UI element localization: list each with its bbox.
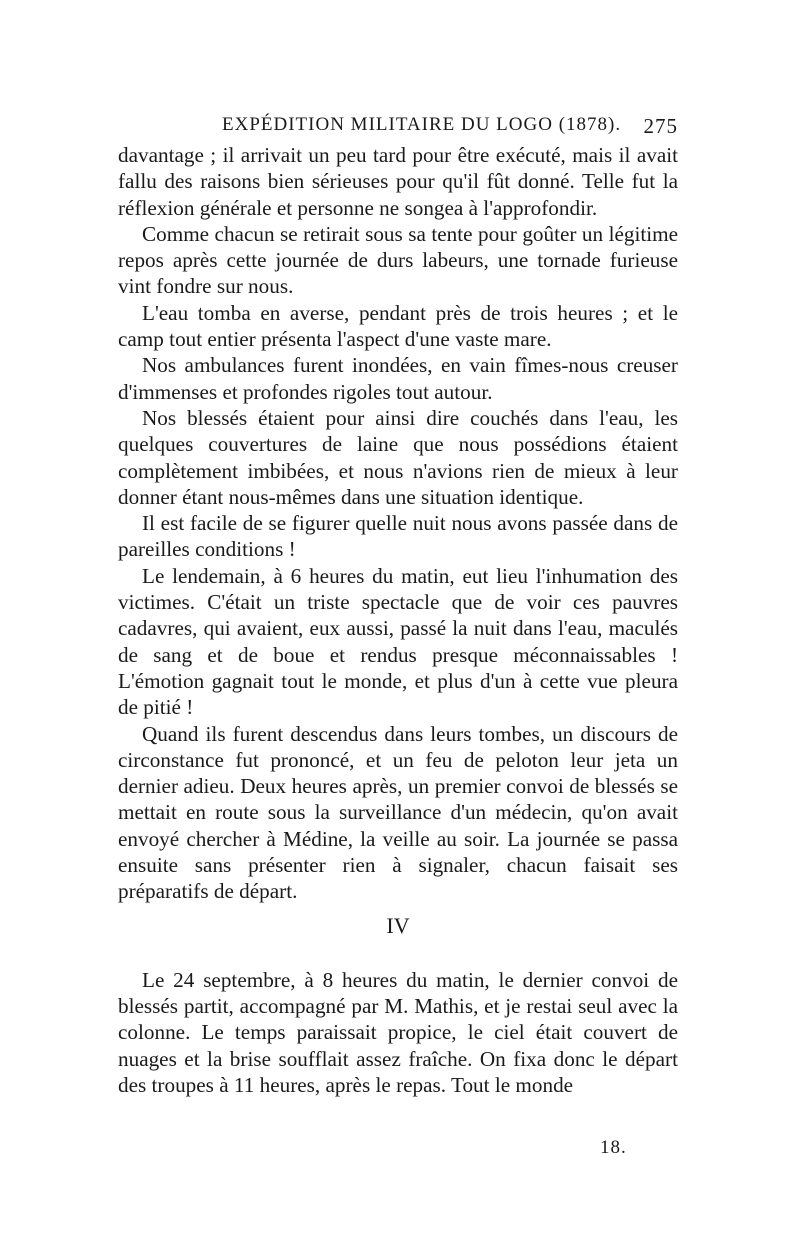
paragraph-4: Nos ambulances furent inondées, en vain fîmes-nous creuser d'immenses et profondes rigoles tout autour. — [118, 353, 678, 404]
paragraph-3: L'eau tomba en averse, pendant près de trois heures ; et le camp tout entier présenta l'aspect d'une vaste mare. — [118, 300, 678, 352]
page-number: 275 — [643, 114, 678, 138]
paragraph-1: davantage ; il arrivait un peu tard pour être exécuté, mais il avait fallu des raisons bien sérieuses pour qu'il fût donné. Telle fut la réflexion générale et personne ne songea à l'approfondir. — [118, 143, 678, 220]
running-title: EXPÉDITION MILITAIRE DU LOGO (1878). — [222, 114, 622, 135]
section-paragraph-1: Le 24 septembre, à 8 heures du matin, le dernier convoi de blessés partit, accompagné par M. Mathis, et je restai seul avec la colonne. Le temps paraissait propice, le ciel était couvert de nuages et la brise soufflait assez fraîche. On fixa donc le départ des troupes à 11 heures, après le repas. Tout le monde — [118, 967, 678, 1097]
signature-mark: 18. — [600, 1137, 627, 1158]
paragraph-6: Il est facile de se figurer quelle nuit nous avons passée dans de pareilles conditions ! — [118, 511, 678, 562]
section-number: IV — [386, 912, 410, 938]
paragraph-8: Quand ils furent descendus dans leurs tombes, un discours de circonstance fut prononcé, et un feu de peloton leur jeta un dernier adieu. Deux heures après, un premier convoi de blessés se mettait en route sous la surveillance d'un médecin, qu'on avait envoyé chercher à Médine, la veille au soir. La journée se passa ensuite sans présenter rien à signaler, chacun faisait ses préparatifs de départ. — [118, 721, 678, 904]
paragraph-2: Comme chacun se retirait sous sa tente pour goûter un légitime repos après cette journée de durs labeurs, une tornade furieuse vint fondre sur nous. — [118, 221, 678, 299]
book-page — [118, 112, 678, 1098]
running-head — [118, 112, 678, 142]
paragraph-7: Le lendemain, à 6 heures du matin, eut lieu l'inhumation des victimes. C'était un triste spectacle que de voir ces pauvres cadavres, qui avaient, eux aussi, passé la nuit dans l'eau, maculés de sang et de boue et rendus presque méconnaissables ! L'émotion gagnait tout le monde, et plus d'un à cette vue pleura de pitié ! — [118, 563, 678, 720]
body-text — [118, 142, 678, 1098]
paragraph-5: Nos blessés étaient pour ainsi dire couchés dans l'eau, les quelques couvertures de laine que nous possédions étaient complètement imbibées, et nous n'avions rien de mieux à leur donner étant nous-mêmes dans une situation identique. — [118, 405, 678, 509]
